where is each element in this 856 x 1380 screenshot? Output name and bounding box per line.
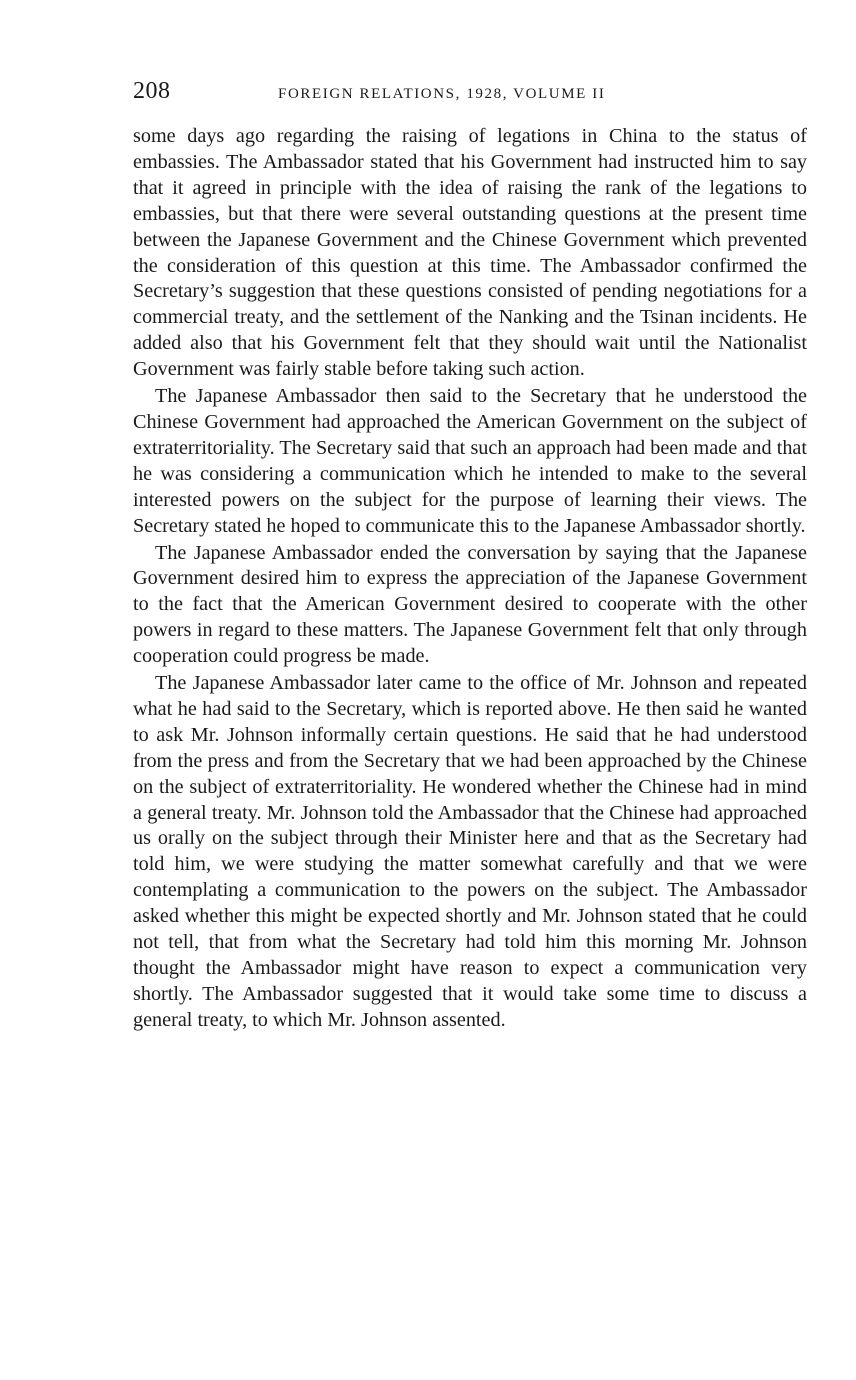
paragraph: The Japanese Ambassador later came to the office of Mr. Johnson and repeated what he had said to the Secretary, which is reported above. He then said he wanted to ask Mr. Johnson informally certain questions. He said that he had understood from the press and from the Secretary that we had been approached by the Chinese on the subject of extraterritoriality. He wondered whether the Chinese had in mind a general treaty. Mr. Johnson told the Ambassador that the Chinese had approached us orally on the subject through their Minister here and that as the Secretary had told him, we were studying the matter somewhat carefully and that we were contemplating a communication to the powers on the subject. The Ambassador asked whether this might be expected shortly and Mr. Johnson stated that he could not tell, that from what the Secretary had told him this morning Mr. Johnson thought the Ambassador might have reason to expect a communication very shortly. The Ambassador suggested that it would take some time to discuss a general treaty, to which Mr. Johnson assented. [133,672,807,1031]
paragraph: some days ago regarding the raising of legations in China to the status of embassies. The Ambassador stated that his Government had instructed him to say that it agreed in principle with the idea of raising the rank of the legations to embassies, but that there were several outstanding questions at the present time between the Japanese Government and the Chinese Government which prevented the consideration of this question at this time. The Ambassador confirmed the Secretary’s suggestion that these questions consisted of pending negotiations for a commercial treaty, and the settlement of the Nanking and the Tsinan incidents. He added also that his Government felt that they should wait until the Nationalist Government was fairly stable before taking such action. [133,125,807,381]
page-number: 208 [133,78,171,104]
document-page [133,78,807,1035]
running-title: FOREIGN RELATIONS, 1928, VOLUME II [278,86,606,102]
page-header [133,78,807,112]
paragraph: The Japanese Ambassador then said to the Secretary that he understood the Chinese Government had approached the American Government on the subject of extraterritoriality. The Secretary said that such an approach had been made and that he was considering a communication which he intended to make to the several interested powers on the subject for the purpose of learning their views. The Secretary stated he hoped to communicate this to the Japanese Ambassador shortly. [133,385,807,537]
paragraph: The Japanese Ambassador ended the conversation by saying that the Japanese Government desired him to express the appreciation of the Japanese Government to the fact that the American Government desired to cooperate with the other powers in regard to these matters. The Japanese Government felt that only through cooperation could progress be made. [133,541,807,668]
body-text [133,124,807,1034]
